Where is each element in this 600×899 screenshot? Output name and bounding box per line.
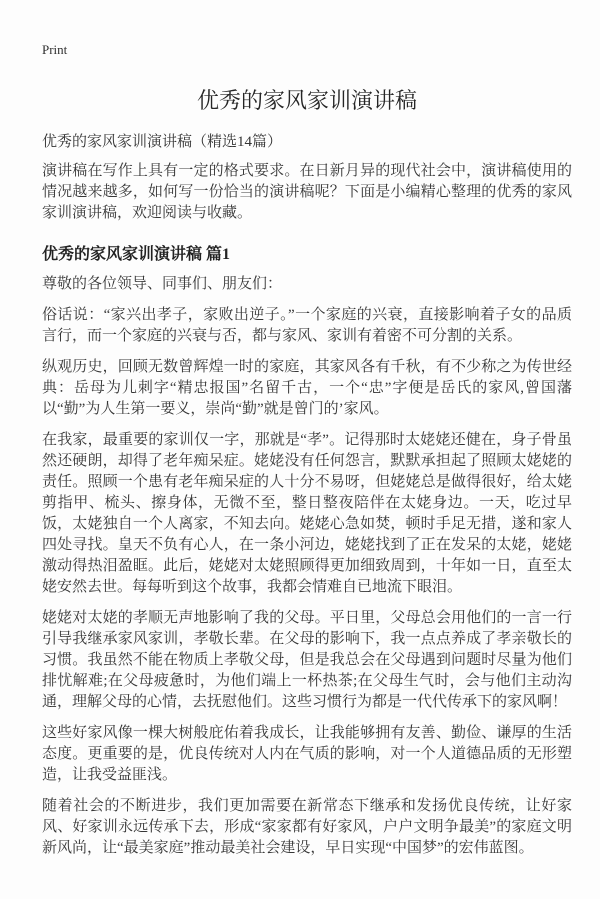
- page-title: 优秀的家风家训演讲稿: [196, 88, 417, 113]
- body-paragraph: 随着社会的不断进步，我们更加需要在新常态下继承和发扬优良传统，让好家风、好家训永远传承下去，形成“家家都有好家风，户户文明争最美”的家庭文明新风尚，让“最美家庭”推动最美社会建设，早日实现“中国梦”的宏伟蓝图。: [42, 798, 572, 856]
- intro-paragraph: 演讲稿在写作上具有一定的格式要求。在日新月异的现代社会中，演讲稿使用的情况越来越多，如何写一份恰当的演讲稿呢？下面是小编精心整理的优秀的家风家训演讲稿，欢迎阅读与收藏。: [42, 163, 572, 221]
- body-paragraph: 纵观历史，回顾无数曾辉煌一时的家庭，其家风各有千秋，有不少称之为传世经典：岳母为儿刺字“精忠报国”名留千古，一个“忠”字便是岳氏的家风,曾国藩以“勤”为人生第一要义，崇尚“勤”就是曾门的’家风。: [42, 359, 572, 417]
- body-paragraph: 俗话说：“家兴出孝子，家败出逆子。”一个家庭的兴衰，直接影响着子女的品质言行，而一个家庭的兴衰与否，都与家风、家训有着密不可分割的关系。: [42, 307, 572, 344]
- section-heading: 优秀的家风家训演讲稿 篇1: [42, 246, 231, 263]
- article-subtitle: 优秀的家风家训演讲稿（精选14篇）: [42, 134, 283, 150]
- body-paragraph: 这些好家风像一棵大树般庇佑着我成长，让我能够拥有友善、勤俭、谦厚的生活态度。更重要的是，优良传统对人内在气质的影响，对一个人道德品质的无形塑造，让我受益匪浅。: [42, 725, 572, 783]
- salutation-paragraph: 尊敬的各位领导、同事们、朋友们：: [42, 276, 283, 292]
- print-link[interactable]: Print: [42, 42, 68, 57]
- body-paragraph: 在我家，最重要的家训仅一字，那就是“孝”。记得那时太姥姥还健在，身子骨虽然还硬朗，却得了老年痴呆症。姥姥没有任何怨言，默默承担起了照顾太姥姥的责任。照顾一个患有老年痴呆症的人十分不易呀，但姥姥总是做得很好，给太姥剪指甲、梳头、擦身体，无微不至，整日整夜陪伴在太姥身边。一天，吃过早饭，太姥独自一个人离家，不知去向。姥姥心急如焚，顿时手足无措，遂和家人四处寻找。皇天不负有心人，在一条小河边，姥姥找到了正在发呆的太姥，姥姥激动得热泪盈眶。此后，姥姥对太姥照顾得更加细致周到，十年如一日，直至太姥安然去世。每每听到这个故事，我都会情难自已地流下眼泪。: [42, 432, 572, 595]
- body-paragraph: 姥姥对太姥的孝顺无声地影响了我的父母。平日里，父母总会用他们的一言一行引导我继承家风家训，孝敬长辈。在父母的影响下，我一点点养成了孝亲敬长的习惯。我虽然不能在物质上孝敬父母，但是我总会在父母遇到问题时尽量为他们排忧解难;在父母疲惫时，为他们端上一杯热茶;在父母生气时，会与他们主动沟通，理解父母的心情，去抚慰他们。这些习惯行为都是一代代传承下的家风啊！: [42, 610, 572, 710]
